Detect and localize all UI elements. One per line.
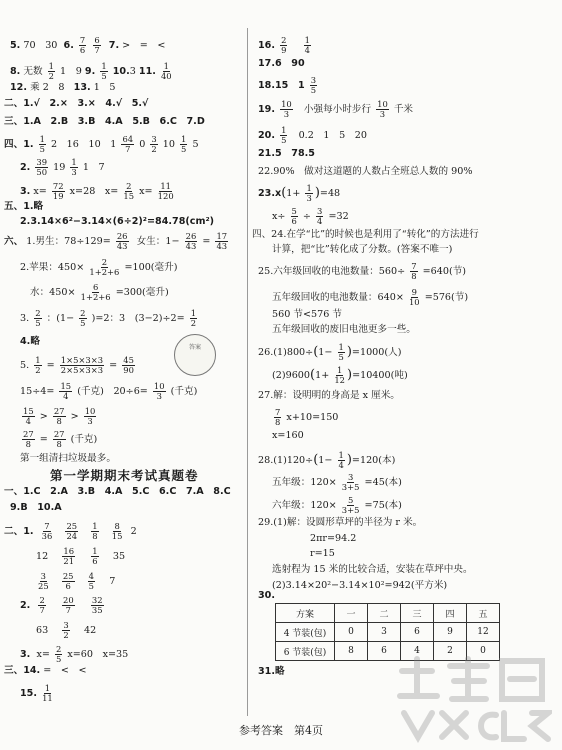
- answer-25d: 五年级回收的废旧电池更多一些。: [272, 324, 416, 335]
- table-cell: 9: [434, 623, 467, 642]
- page-footer: 参考答案 第4页: [239, 724, 323, 737]
- answer-29e: (2)3.14×20²−3.14×10²=942(平方米): [272, 580, 448, 591]
- exam-section-three-15: 15. $\frac{1}{11}$: [20, 683, 53, 703]
- table-cell: 0: [335, 623, 368, 642]
- table-cell: 3: [368, 623, 401, 642]
- exam-section-two-3: $\frac{3}{25}$ $\frac{25}{6}$ $\frac{4}{5}$ 7: [38, 571, 116, 591]
- answer-26: 26.(1)800÷(1− $\frac{1}{5}$ )=1000(人): [258, 342, 402, 362]
- answer-25b: 五年级回收的电池数量：640× $\frac{9}{10}$ =576(节): [272, 287, 469, 307]
- answer-24: 四、24.在学“比”的时候也是利用了“转化”的方法进行: [252, 229, 479, 240]
- answer-23b: x÷ $\frac{5}{6}$ ÷ $\frac{3}{4}$ =32: [272, 206, 349, 226]
- answer-line-8: 8. 无数 $\frac{1}{2}$ 1 9 9. $\frac{1}{5}$ 10.3 11. $\frac{1}{40}$: [10, 61, 172, 81]
- answer-20: 20. $\frac{1}{5}$ 0.2 1 5 20: [258, 125, 368, 145]
- table-cell: 4 节装(包): [276, 623, 335, 642]
- answer-26b: (2)9600(1+ $\frac{1}{12}$ )=10400(吨): [272, 365, 408, 385]
- section-six-5: 4.略: [20, 336, 40, 347]
- table-header-cell: 一: [335, 604, 368, 623]
- answer-19: 19. $\frac{10}{3}$ 小强每小时步行 $\frac{10}{3}$ 千米: [258, 99, 414, 119]
- table-cell: 6: [368, 642, 401, 661]
- section-six-4: 3. $\frac{2}{5}$ ：(1− $\frac{2}{5}$ )=2：3 (3−2)÷2= $\frac{1}{2}$: [20, 308, 197, 328]
- table-cell: 4: [401, 642, 434, 661]
- answer-27: 27.解：设明明的身高是 x 厘米。: [258, 390, 400, 401]
- answer-29: 29.(1)解：设圆形草坪的半径为 r 米。: [258, 517, 423, 528]
- answer-23: 23.x(1+ $\frac{1}{3}$ )=48: [258, 183, 341, 203]
- answer-27c: x=160: [272, 430, 304, 441]
- section-six-8: $\frac{15}{4}$ > $\frac{27}{8}$ > $\frac{10}{3}$: [23, 406, 96, 426]
- section-six-6: 5. $\frac{1}{2}$ = $\frac{1\times 5\times 3\times 3}{2\times 5\times 3\times 3}$ = $\frac{45}{90}$: [20, 355, 134, 375]
- answer-21: 21.5 78.5: [258, 148, 315, 159]
- section-four-3: 3. x= $\frac{72}{19}$ x=28 x= $\frac{2}{15}$ x= $\frac{11}{120}$: [20, 181, 174, 201]
- answer-17: 17.6 90: [258, 58, 305, 69]
- answer-31: 31.略: [258, 666, 285, 677]
- section-six-2: 2.苹果：450× $\frac{2}{1+2+6}$ =100(毫升): [20, 257, 178, 277]
- section-four-2: 2. $\frac{39}{50}$ 19 $\frac{1}{3}$ 1 7: [20, 157, 105, 177]
- table-header-row: [276, 604, 500, 623]
- table-header-cell: 四: [434, 604, 467, 623]
- section-six-1: 六、 1.男生：78÷129= $\frac{26}{43}$ 女生：1− $\frac{26}{43}$ = $\frac{17}{43}$: [4, 231, 228, 251]
- answer-29b: 2πr=94.2: [310, 533, 357, 544]
- table-header-cell: 方案: [276, 604, 335, 623]
- column-divider: [247, 28, 248, 716]
- table-header-cell: 五: [467, 604, 500, 623]
- answer-27b: $\frac{7}{8}$ x+10=150: [275, 407, 339, 427]
- answer-28b: 五年级：120× $\frac{3}{3+5}$ =45(本): [272, 472, 402, 492]
- answer-25c: 560 节<576 节: [272, 309, 342, 320]
- table-cell: 8: [335, 642, 368, 661]
- answer-22: 22.90% 做对这道题的人数占全班总人数的 90%: [258, 166, 473, 177]
- section-two: 二、1.√ 2.× 3.× 4.√ 5.√: [4, 98, 149, 109]
- exam-section-two-5: 63 $\frac{3}{2}$ 42: [36, 620, 97, 640]
- exam-section-two-2: 12 $\frac{16}{21}$ $\frac{1}{6}$ 35: [36, 546, 126, 566]
- section-four-1: 四、1. $\frac{1}{5}$ 2 16 10 1 $\frac{64}{7}$ 0 $\frac{3}{2}$ 10 $\frac{1}{5}$ 5: [4, 134, 199, 154]
- table-cell: 6: [401, 623, 434, 642]
- exam-section-three: 三、14. = < <: [4, 665, 87, 676]
- answer-24b: 计算，把“比”转化成了分数。(答案不唯一): [272, 244, 453, 255]
- exam-section-two-6: 3. x= $\frac{2}{5}$ x=60 x=35: [20, 644, 129, 664]
- answer-line-5: 5. 70 30 6. $\frac{7}{6}$ $\frac{6}{7}$ 7. > = <: [10, 35, 166, 55]
- exam-section-two-1: 二、1. $\frac{7}{36}$ $\frac{25}{24}$ $\frac{1}{8}$ $\frac{8}{15}$ 2: [4, 521, 137, 541]
- exam-title: 第一学期期末考试真题卷: [50, 468, 199, 483]
- exam-section-one: 一、1.C 2.A 3.B 4.A 5.C 6.C 7.A 8.C: [4, 486, 231, 497]
- table-header-cell: 三: [401, 604, 434, 623]
- section-six-10: 第一组清扫垃圾最多。: [20, 453, 116, 464]
- section-five-1: 五、1.略: [4, 201, 44, 212]
- section-three: 三、1.A 2.B 3.B 4.A 5.B 6.C 7.D: [4, 116, 205, 127]
- answer-28: 28.(1)120÷(1− $\frac{1}{4}$ )=120(本): [258, 450, 396, 470]
- section-six-3: 水：450× $\frac{6}{1+2+6}$ =300(毫升): [30, 282, 169, 302]
- answer-28c: 六年级：120× $\frac{5}{3+5}$ =75(本): [272, 495, 402, 515]
- answer-line-12: 12. 乘 2 8 13. 1 5: [10, 82, 116, 93]
- section-six-7: 15÷4= $\frac{15}{4}$ (千克) 20÷6= $\frac{10}{3}$ (千克): [20, 381, 198, 401]
- answer-16: 16. $\frac{2}{9}$ $\frac{1}{4}$: [258, 35, 310, 55]
- section-six-9: $\frac{27}{8}$ = $\frac{27}{8}$ (千克): [23, 429, 98, 449]
- section-five-2: 2.3.14×6²−3.14×(6÷2)²=84.78(cm²): [20, 216, 215, 227]
- table-header-cell: 二: [368, 604, 401, 623]
- answer-29c: r=15: [310, 548, 335, 559]
- answer-18: 18.15 1 $\frac{3}{5}$: [258, 75, 317, 95]
- stamp-seal: 答案: [174, 334, 216, 376]
- answer-25: 25.六年级回收的电池数量：560÷ $\frac{7}{8}$ =640(节): [258, 261, 467, 281]
- table-cell: 12: [467, 623, 500, 642]
- table-row: [276, 623, 500, 642]
- table-cell: 6 节装(包): [276, 642, 335, 661]
- exam-section-one-b: 9.B 10.A: [10, 502, 62, 513]
- table-cell: 2: [434, 642, 467, 661]
- answer-29d: 选射程为 15 米的比较合适，安装在草坪中央。: [272, 564, 473, 575]
- answer-30: 30.: [258, 590, 275, 601]
- table-cell: 0: [467, 642, 500, 661]
- exam-section-two-4: 2. $\frac{2}{7}$ $\frac{20}{7}$ $\frac{32}{35}$: [20, 595, 103, 615]
